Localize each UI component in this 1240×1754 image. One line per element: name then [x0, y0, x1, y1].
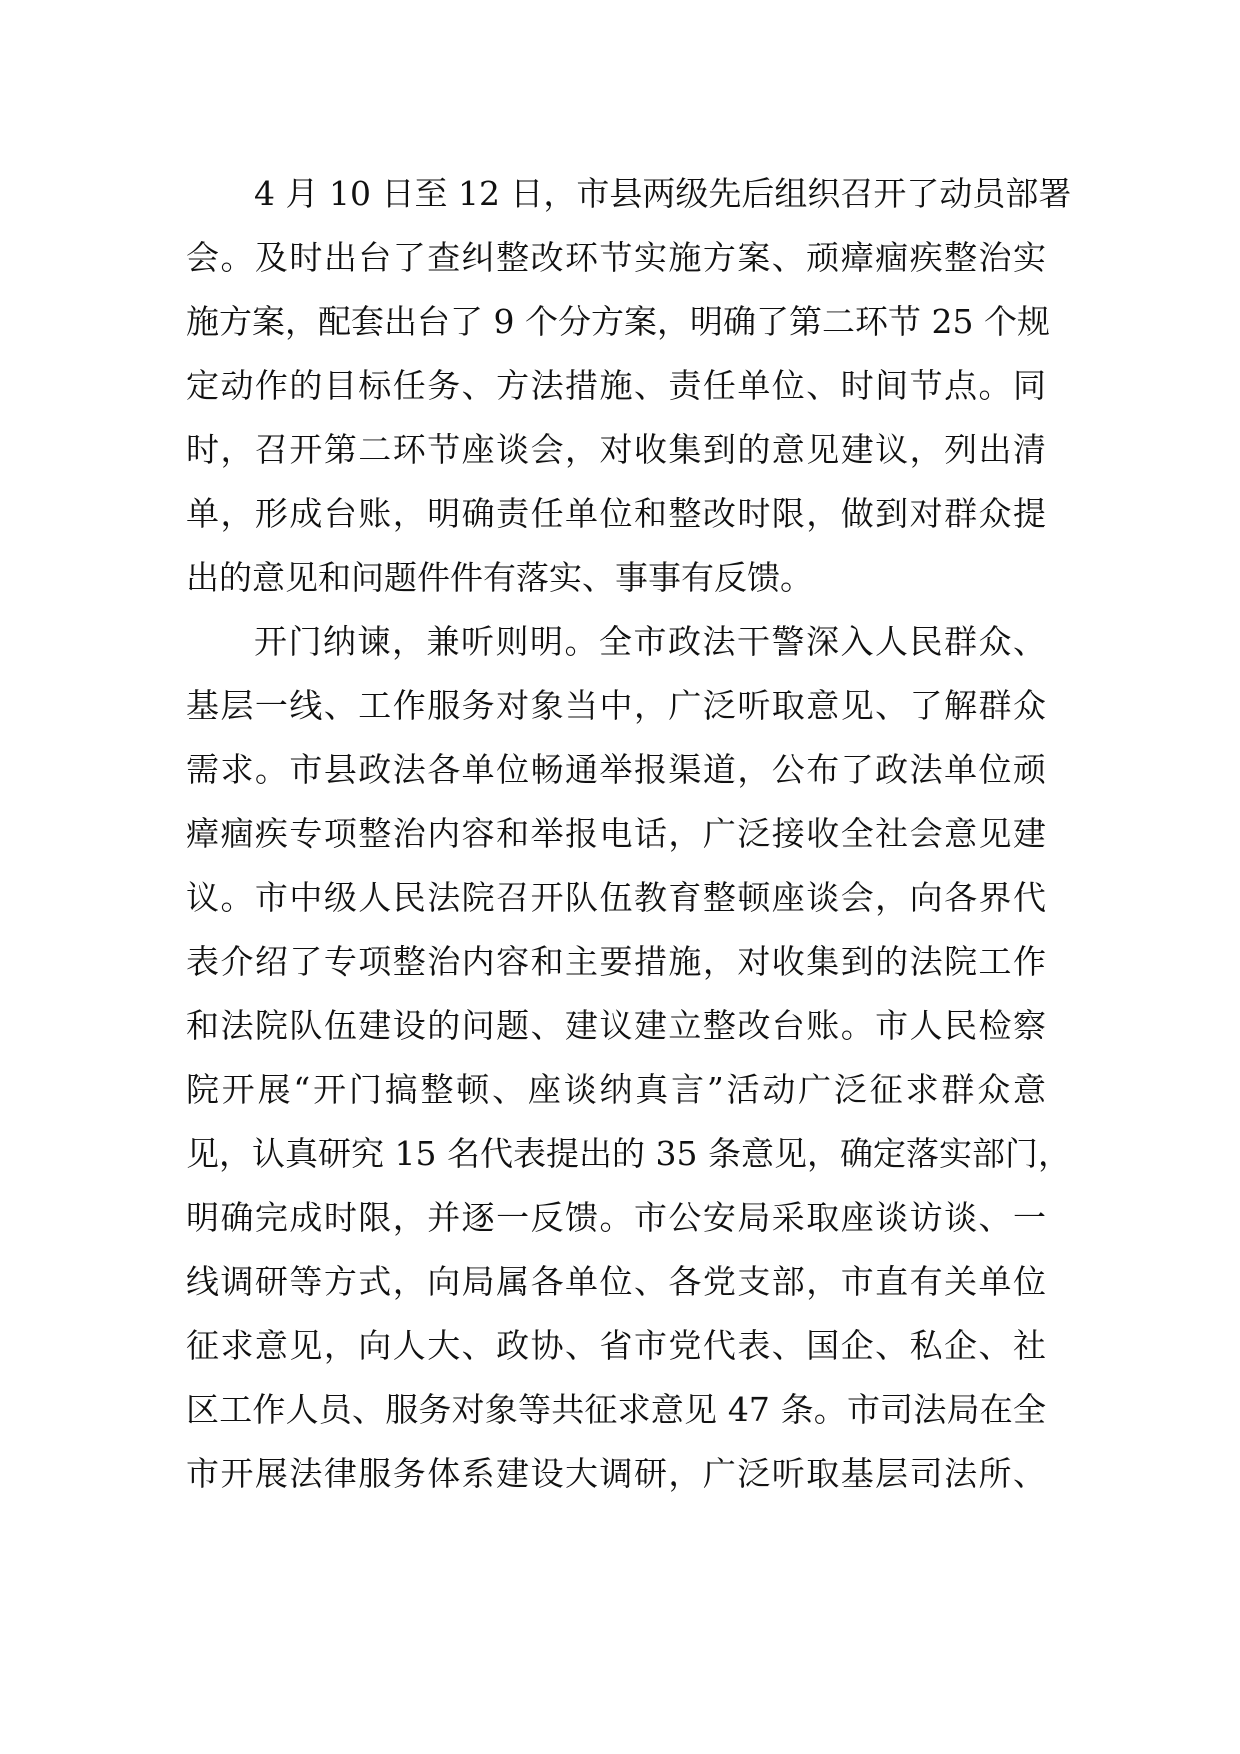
text-line: 区工作人员、服务对象等共征求意见 47 条。市司法局在全	[186, 1390, 1046, 1429]
paragraph-2	[186, 610, 1071, 1506]
text-line: 和法院队伍建设的问题、建议建立整改台账。市人民检察	[186, 1006, 1046, 1045]
text-line: 表介绍了专项整治内容和主要措施，对收集到的法院工作	[186, 942, 1046, 981]
text-line: 单，形成台账，明确责任单位和整改时限，做到对群众提	[186, 494, 1046, 533]
text-line: 需求。市县政法各单位畅通举报渠道，公布了政法单位顽	[186, 750, 1046, 789]
text-line: 出的意见和问题件件有落实、事事有反馈。	[186, 558, 813, 597]
text-line: 征求意见，向人大、政协、省市党代表、国企、私企、社	[186, 1326, 1046, 1365]
text-line: 施方案，配套出台了 9 个分方案，明确了第二环节 25 个规	[186, 302, 1050, 341]
text-line: 开门纳谏，兼听则明。全市政法干警深入人民群众、	[254, 622, 1046, 661]
text-line: 定动作的目标任务、方法措施、责任单位、时间节点。同	[186, 366, 1046, 405]
text-line: 线调研等方式，向局属各单位、各党支部，市直有关单位	[186, 1262, 1046, 1301]
text-line: 院开展“开门搞整顿、座谈纳真言”活动广泛征求群众意	[186, 1070, 1046, 1109]
text-line: 基层一线、工作服务对象当中，广泛听取意见、了解群众	[186, 686, 1046, 725]
paragraph-1	[186, 162, 1072, 610]
text-line: 市开展法律服务体系建设大调研，广泛听取基层司法所、	[186, 1454, 1046, 1493]
text-line: 会。及时出台了查纠整改环节实施方案、顽瘴痼疾整治实	[186, 238, 1046, 277]
text-line: 时，召开第二环节座谈会，对收集到的意见建议，列出清	[186, 430, 1046, 469]
text-line: 瘴痼疾专项整治内容和举报电话，广泛接收全社会意见建	[186, 814, 1046, 853]
body-text	[186, 162, 1072, 1506]
text-line: 议。市中级人民法院召开队伍教育整顿座谈会，向各界代	[186, 878, 1046, 917]
text-line: 4 月 10 日至 12 日，市县两级先后组织召开了动员部署	[254, 174, 1072, 213]
text-line: 见，认真研究 15 名代表提出的 35 条意见，确定落实部门，	[186, 1134, 1071, 1173]
text-line: 明确完成时限，并逐一反馈。市公安局采取座谈访谈、一	[186, 1198, 1046, 1237]
